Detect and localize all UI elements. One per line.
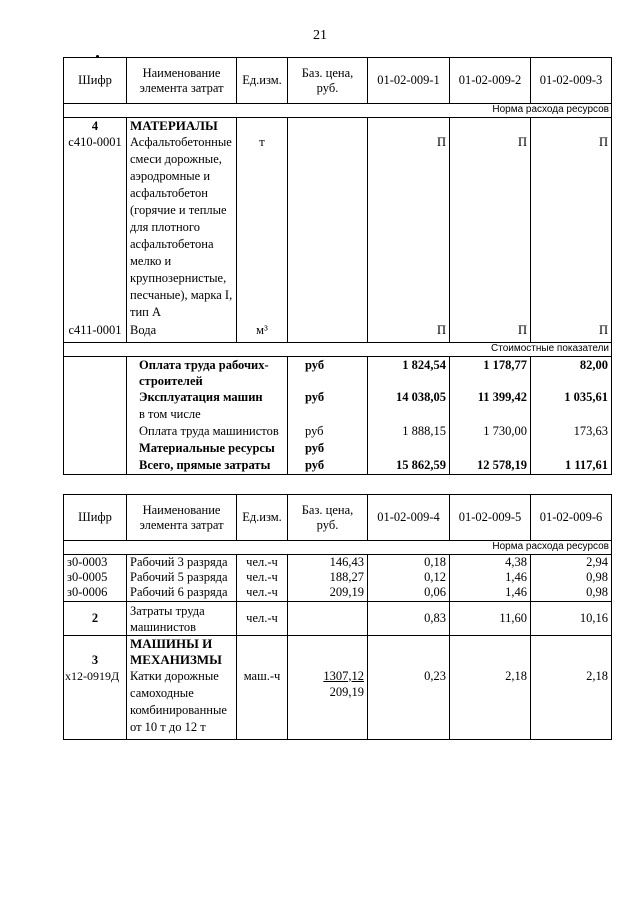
row-value-3: 10,16 [531,601,612,635]
row-value-3: 0,98 [531,570,612,585]
header-unit: Ед.изм. [237,58,288,104]
row-value-2: 1,46 [450,585,531,601]
row-code: 2 [64,601,127,635]
header-col5: 01-02-009-5 [450,495,531,541]
cost-name: Эксплуатация машин [139,389,263,404]
table-row [64,668,612,740]
row-value-2: 1,46 [450,570,531,585]
cost-value-3: 1 117,61 [531,457,612,475]
cost-value-1: 14 038,05 [368,389,450,406]
header-col3: 01-02-009-3 [531,58,612,104]
section-machines-row [64,635,612,668]
materials-table [63,57,612,475]
cost-row [64,389,612,406]
cost-value-2: 12 578,19 [450,457,531,475]
row-code: з0-0005 [64,570,127,585]
section-materials-row [64,118,612,135]
price-wage: 209,19 [329,684,364,699]
norm-label: Норма расхода ресурсов [64,541,612,555]
row-value-3: 2,94 [531,555,612,571]
row-value-1: 0,06 [368,585,450,601]
row-value-3: 2,18 [531,668,612,740]
header-name: Наименование элемента затрат [127,495,237,541]
cost-row [64,406,612,423]
row-value-2: 11,60 [450,601,531,635]
table-row [64,570,612,585]
cost-value-1: 1 888,15 [368,423,450,440]
row-value-2: 2,18 [450,668,531,740]
cost-value-3: 1 035,61 [531,389,612,406]
header-col2: 01-02-009-2 [450,58,531,104]
row-code: з0-0003 [64,555,127,571]
section-title: МАТЕРИАЛЫ [127,118,237,135]
header-price: Баз. цена, руб. [288,58,368,104]
row-price [288,668,368,740]
header-unit: Ед.изм. [237,495,288,541]
cost-unit: руб [305,423,324,438]
row-unit: маш.-ч [237,668,288,740]
row-unit: м³ [237,321,288,342]
section-code: 3 [64,635,127,668]
cost-row [64,423,612,440]
cost-label: Стоимостные показатели [64,342,612,356]
cost-row [64,457,612,475]
row-unit: чел.-ч [237,601,288,635]
row-price: 146,43 [288,555,368,571]
cost-name: Оплата труда машинистов [139,423,279,438]
section-title: МАШИНЫ И МЕХАНИЗМЫ [127,635,237,668]
row-unit: чел.-ч [237,570,288,585]
price-base: 1307,12 [323,668,364,683]
row-unit: чел.-ч [237,585,288,601]
row-value-1: 0,18 [368,555,450,571]
norm-label-row [64,104,612,118]
cost-unit: руб [305,440,325,455]
cost-value-2: 1 730,00 [450,423,531,440]
row-unit: т [237,134,288,321]
header-price: Баз. цена, руб. [288,495,368,541]
cost-name: в том числе [127,406,288,423]
row-name: Асфальтобетонные смеси дорожные, аэродромные и асфальтобетон (горячие и теплые для плотного асфальтобетона мелко и крупнозернистые, песчаные), марка I, тип А [127,134,237,321]
row-value-1: П [368,321,450,342]
cost-value-2: 1 178,77 [450,356,531,389]
cost-row [64,440,612,457]
row-price: 209,19 [288,585,368,601]
row-name: Рабочий 6 разряда [127,585,237,601]
row-value-1: 0,83 [368,601,450,635]
cost-unit: руб [305,389,325,404]
page-number: 21 [313,28,327,43]
row-code: з0-0006 [64,585,127,601]
cost-name: Всего, прямые затраты [139,457,271,472]
row-code: с411-0001 [64,321,127,342]
cost-label-row [64,342,612,356]
header-col1: 01-02-009-1 [368,58,450,104]
labor-total-row [64,601,612,635]
row-name: Вода [127,321,237,342]
row-name: Катки дорожные самоходные комбинированные от 10 т до 12 т [127,668,237,740]
labor-machines-table [63,494,612,740]
header-name: Наименование элемента затрат [127,58,237,104]
row-value-2: П [450,134,531,321]
header-code: Шифр [64,58,127,104]
cost-row [64,356,612,389]
row-name: Рабочий 5 разряда [127,570,237,585]
table2-header-row [64,495,612,541]
cost-value-3: 173,63 [531,423,612,440]
row-price: 188,27 [288,570,368,585]
row-value-1: 0,12 [368,570,450,585]
table-row [64,555,612,571]
header-code: Шифр [64,495,127,541]
row-value-1: П [368,134,450,321]
row-name: Затраты труда машинистов [127,601,237,635]
row-value-2: П [450,321,531,342]
row-unit: чел.-ч [237,555,288,571]
row-code: с410-0001 [64,134,127,321]
norm-label-row [64,541,612,555]
cost-value-2: 11 399,42 [450,389,531,406]
table1-header-row [64,58,612,104]
row-value-3: 0,98 [531,585,612,601]
table-row [64,321,612,342]
row-value-2: 4,38 [450,555,531,571]
cost-name: Материальные ресурсы [139,440,275,455]
row-value-3: П [531,321,612,342]
cost-value-1: 1 824,54 [368,356,450,389]
table-row [64,585,612,601]
header-col6: 01-02-009-6 [531,495,612,541]
norm-label: Норма расхода ресурсов [64,104,612,118]
table-row [64,134,612,321]
row-value-3: П [531,134,612,321]
row-value-1: 0,23 [368,668,450,740]
cost-value-1: 15 862,59 [368,457,450,475]
row-code: х12-0919Д [64,668,127,740]
cost-unit: руб [305,457,325,472]
header-col4: 01-02-009-4 [368,495,450,541]
section-code: 4 [64,118,127,135]
cost-value-3: 82,00 [531,356,612,389]
cost-name: Оплата труда рабочих-строителей руб [127,356,288,389]
row-name: Рабочий 3 разряда [127,555,237,571]
